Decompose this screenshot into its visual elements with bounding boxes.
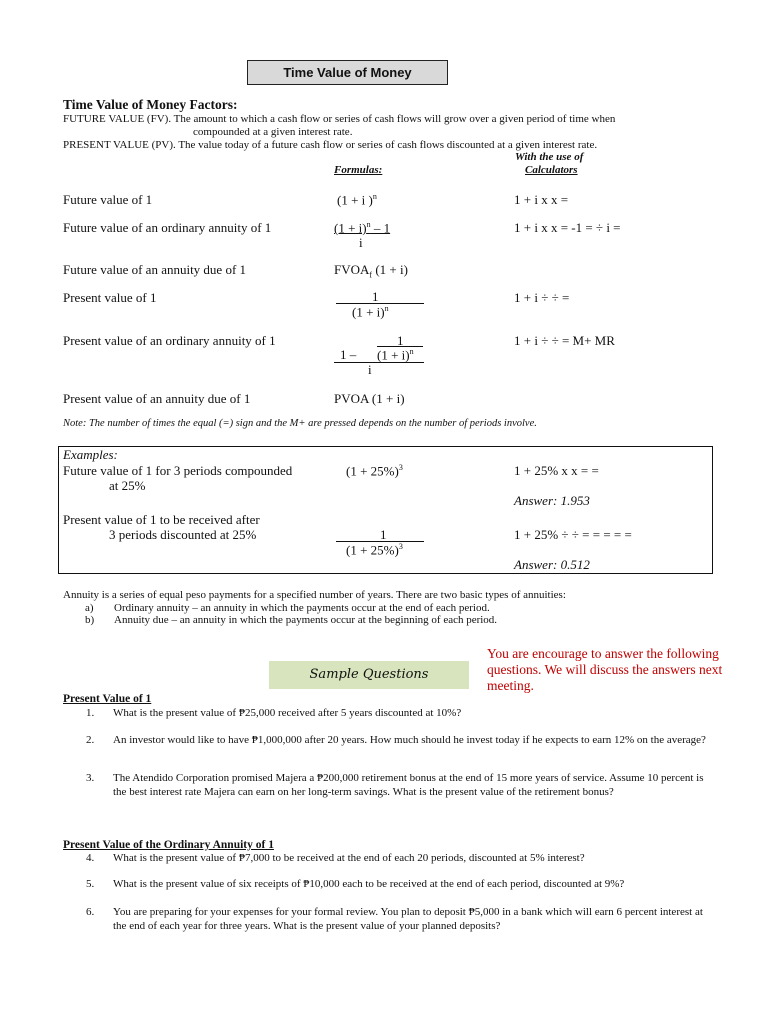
page-title: Time Value of Money: [247, 60, 448, 85]
example-1-answer: Answer: 1.953: [514, 493, 590, 508]
row-label-pvoa: Present value of an ordinary annuity of 1: [63, 333, 276, 348]
annuity-b-marker: b): [85, 614, 95, 626]
formula-pv1-numerator: 1: [372, 289, 379, 304]
calc-fv1: 1 + i x x =: [514, 192, 569, 207]
annuity-definition: Annuity is a series of equal peso payments for a specified number of years. There are two basic types of annuities:: [63, 589, 566, 601]
formula-pvad: PVOA (1 + i): [334, 391, 405, 406]
examples-heading: Examples:: [63, 447, 118, 462]
question-text: An investor would like to have ₱1,000,000 after 20 years. How much should he invest today if he expects to earn 12% on the average?: [113, 734, 706, 746]
question-number: 6.: [86, 906, 95, 918]
calc-pvoa: 1 + i ÷ ÷ = M+ MR: [514, 333, 615, 348]
question-text: What is the present value of six receipts of ₱10,000 each to be received at the end of each period, discounted at 9%?: [113, 878, 625, 890]
question-number: 4.: [86, 852, 95, 864]
example-2-label-line-1: Present value of 1 to be received after: [63, 512, 260, 527]
question-text: The Atendido Corporation promised Majera a ₱200,000 retirement bonus at the end of 15 more years of service. Assume 10 percent is the best interest rate Majera can earn on her long-term savings. What is the present value of the retirement bonus?: [113, 772, 704, 798]
annuity-b-text: Annuity due – an annuity in which the payments occur at the beginning of each period.: [114, 614, 498, 626]
formula-pvoa-middle-b: $(1 + i)^n$: [377, 347, 414, 363]
formula-fvoa-denominator: i: [359, 235, 363, 250]
row-label-pvad: Present value of an annuity due of 1: [63, 391, 251, 406]
question-number: 1.: [86, 707, 95, 719]
row-label-fvoa: Future value of an ordinary annuity of 1: [63, 220, 272, 235]
section-title-pvoa: Present Value of the Ordinary Annuity of 1: [63, 839, 274, 851]
question-text: What is the present value of ₱25,000 received after 5 years discounted at 10%?: [113, 707, 462, 719]
formula-pvoa-top: 1: [397, 333, 404, 348]
question-text: What is the present value of ₱7,000 to be received at the end of each 20 periods, discounted at 5% interest?: [113, 852, 585, 864]
example-2-numerator: 1: [380, 527, 387, 542]
fraction-bar: [334, 362, 424, 363]
example-1-label-line-1: Future value of 1 for 3 periods compounded: [63, 463, 293, 478]
row-label-fv1: Future value of 1: [63, 192, 153, 207]
formula-pvoa-middle-a: 1 –: [340, 347, 357, 362]
question-text: You are preparing for your expenses for your formal review. You plan to deposit ₱5,000 in a bank which will earn 6 percent interest at the end of each year for three years. What is the present value of your planned deposits?: [113, 906, 703, 932]
row-label-pv1: Present value of 1: [63, 290, 157, 305]
annuity-a-marker: a): [85, 602, 94, 614]
encourage-note: You are encourage to answer the following questions. We will discuss the answers next meeting.: [487, 646, 723, 693]
example-1-label-line-2: at 25%: [109, 478, 146, 493]
example-2-calc: 1 + 25% ÷ ÷ = = = = =: [514, 527, 632, 542]
sample-questions-banner: Sample Questions: [269, 661, 469, 689]
formula-fvad: $FVOA_f$ (1 + i): [334, 262, 408, 280]
example-2-answer: Answer: 0.512: [514, 557, 590, 572]
section-title-pv1: Present Value of 1: [63, 693, 152, 705]
question-number: 5.: [86, 878, 95, 890]
annuity-a-text: Ordinary annuity – an annuity in which the payments occur at the end of each period.: [114, 602, 490, 614]
factors-heading: Time Value of Money Factors:: [63, 97, 238, 112]
row-label-fvad: Future value of an annuity due of 1: [63, 262, 247, 277]
calculator-header-line-2: Calculators: [525, 164, 578, 176]
example-2-denominator: $(1 + 25\%)^3$: [346, 542, 403, 558]
formula-fv1: (1 + i )$^n$: [337, 192, 377, 208]
formulas-header: Formulas:: [334, 164, 383, 176]
formula-pvoa-denominator: i: [368, 362, 372, 377]
example-2-label-line-2: 3 periods discounted at 25%: [109, 527, 257, 542]
calc-pv1: 1 + i ÷ ÷ =: [514, 290, 570, 305]
pv-definition: PRESENT VALUE (PV). The value today of a future cash flow or series of cash flows discounted at a given interest rate.: [63, 139, 598, 151]
note: Note: The number of times the equal (=) sign and the M+ are pressed depends on the number of periods involve.: [63, 418, 537, 429]
fv-definition-line-2: compounded at a given interest rate.: [193, 126, 353, 138]
example-1-formula: $(1 + 25\%)^3$: [346, 463, 403, 479]
formula-pv1-denominator: $(1 + i)^n$: [352, 304, 389, 320]
formula-fvoa-numerator: $(1 + i)^n - 1$: [334, 220, 391, 236]
question-number: 3.: [86, 772, 95, 784]
example-1-calc: 1 + 25% x x = =: [514, 463, 599, 478]
fv-definition-line-1: FUTURE VALUE (FV). The amount to which a cash flow or series of cash flows will grow over a given period of time when: [63, 113, 616, 125]
calculator-header-line-1: With the use of: [515, 151, 584, 163]
question-number: 2.: [86, 734, 95, 746]
calc-fvoa: 1 + i x x = -1 = ÷ i =: [514, 220, 621, 235]
